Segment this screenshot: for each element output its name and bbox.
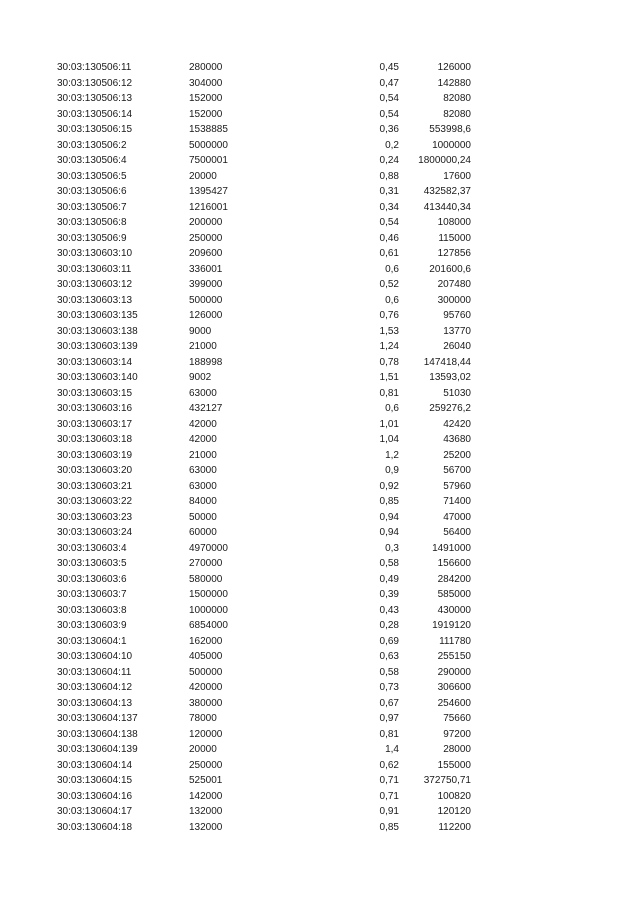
table-row (0, 432, 640, 448)
table-row (0, 386, 640, 402)
coefficient-cell: 0,62 (379, 759, 399, 771)
coefficient-cell: 0,47 (379, 77, 399, 89)
table-row (0, 277, 640, 293)
amount-cell: 209600 (189, 248, 223, 259)
result-cell: 413440,34 (423, 201, 471, 213)
coefficient-cell: 0,52 (379, 279, 399, 290)
result-cell: 13770 (443, 325, 471, 337)
result-cell: 47000 (443, 511, 471, 523)
amount-cell: 399000 (189, 279, 223, 290)
result-cell: 120120 (437, 806, 471, 817)
amount-cell: 420000 (189, 682, 223, 693)
result-cell: 127856 (437, 248, 471, 259)
table-row (0, 727, 640, 743)
amount-cell: 1500000 (189, 589, 228, 600)
cadastral-number-cell: 30:03:130604:18 (57, 821, 133, 833)
amount-cell: 9002 (189, 372, 212, 383)
amount-cell: 9000 (189, 325, 212, 337)
amount-cell: 1395427 (189, 186, 228, 197)
amount-cell: 132000 (189, 821, 223, 833)
cadastral-number-cell: 30:03:130603:135 (57, 310, 138, 321)
cadastral-number-cell: 30:03:130603:20 (57, 465, 133, 476)
amount-cell: 500000 (189, 666, 223, 678)
amount-cell: 250000 (189, 759, 223, 771)
result-cell: 42420 (443, 418, 471, 430)
cadastral-number-cell: 30:03:130603:139 (57, 341, 138, 352)
result-cell: 1919120 (432, 620, 471, 631)
amount-cell: 162000 (189, 635, 223, 647)
amount-cell: 63000 (189, 480, 217, 492)
table-row (0, 556, 640, 572)
coefficient-cell: 0,43 (379, 604, 399, 616)
amount-cell: 270000 (189, 558, 223, 569)
table-row (0, 711, 640, 727)
result-cell: 259276,2 (429, 403, 471, 414)
cadastral-number-cell: 30:03:130603:5 (57, 558, 127, 569)
table-row (0, 665, 640, 681)
result-cell: 126000 (437, 62, 471, 73)
amount-cell: 336001 (189, 263, 223, 275)
cadastral-number-cell: 30:03:130506:6 (57, 186, 127, 197)
cadastral-number-cell: 30:03:130506:12 (57, 77, 133, 89)
cadastral-number-cell: 30:03:130604:16 (57, 790, 133, 802)
cadastral-number-cell: 30:03:130506:9 (57, 232, 127, 244)
result-cell: 585000 (437, 589, 471, 600)
coefficient-cell: 0,31 (379, 186, 399, 197)
coefficient-cell: 0,54 (379, 217, 399, 228)
table-row (0, 370, 640, 386)
coefficient-cell: 0,94 (379, 511, 399, 523)
coefficient-cell: 1,01 (379, 418, 399, 430)
cadastral-number-cell: 30:03:130603:21 (57, 480, 133, 492)
amount-cell: 120000 (189, 728, 223, 740)
table-row (0, 463, 640, 479)
cadastral-number-cell: 30:03:130604:11 (57, 666, 132, 678)
amount-cell: 84000 (189, 496, 217, 507)
cadastral-number-cell: 30:03:130603:140 (57, 372, 138, 383)
coefficient-cell: 1,24 (379, 341, 399, 352)
table-row (0, 324, 640, 340)
coefficient-cell: 0,2 (385, 139, 399, 151)
coefficient-cell: 0,88 (379, 170, 399, 182)
table-row (0, 200, 640, 216)
cadastral-number-cell: 30:03:130603:4 (57, 542, 127, 554)
result-cell: 95760 (443, 310, 471, 321)
cadastral-number-cell: 30:03:130603:9 (57, 620, 127, 631)
amount-cell: 250000 (189, 232, 223, 244)
table-row (0, 122, 640, 138)
result-cell: 254600 (437, 697, 471, 709)
table-row (0, 494, 640, 510)
result-cell: 201600,6 (429, 263, 471, 275)
table-row (0, 696, 640, 712)
table-row (0, 680, 640, 696)
result-cell: 155000 (437, 759, 471, 771)
amount-cell: 21000 (189, 341, 217, 352)
coefficient-cell: 0,58 (379, 666, 399, 678)
table-row (0, 138, 640, 154)
coefficient-cell: 0,36 (379, 124, 399, 135)
cadastral-number-cell: 30:03:130506:13 (57, 93, 133, 104)
coefficient-cell: 0,81 (379, 387, 399, 399)
cadastral-number-cell: 30:03:130604:14 (57, 759, 133, 771)
result-cell: 430000 (437, 604, 471, 616)
amount-cell: 188998 (189, 356, 223, 368)
amount-cell: 4970000 (189, 542, 228, 554)
cadastral-number-cell: 30:03:130603:8 (57, 604, 127, 616)
amount-cell: 525001 (189, 775, 223, 786)
amount-cell: 20000 (189, 744, 217, 755)
table-row (0, 603, 640, 619)
result-cell: 553998,6 (429, 124, 471, 135)
coefficient-cell: 0,91 (379, 806, 399, 817)
table-row (0, 246, 640, 262)
coefficient-cell: 0,71 (379, 775, 399, 786)
cadastral-number-cell: 30:03:130603:17 (57, 418, 133, 430)
coefficient-cell: 0,94 (379, 527, 399, 538)
result-cell: 284200 (437, 573, 471, 585)
amount-cell: 6854000 (189, 620, 228, 631)
cadastral-number-cell: 30:03:130604:137 (57, 713, 138, 724)
coefficient-cell: 0,97 (379, 713, 399, 724)
result-cell: 142880 (437, 77, 471, 89)
coefficient-cell: 0,49 (379, 573, 399, 585)
table-row (0, 91, 640, 107)
table-row (0, 215, 640, 231)
result-cell: 432582,37 (423, 186, 471, 197)
cadastral-number-cell: 30:03:130506:4 (57, 155, 127, 166)
coefficient-cell: 0,63 (379, 651, 399, 662)
cadastral-number-cell: 30:03:130506:2 (57, 139, 127, 151)
coefficient-cell: 0,45 (379, 62, 399, 73)
coefficient-cell: 0,85 (379, 496, 399, 507)
coefficient-cell: 1,2 (385, 449, 399, 461)
cadastral-number-cell: 30:03:130604:1 (57, 635, 127, 647)
table-row (0, 417, 640, 433)
amount-cell: 20000 (189, 170, 217, 182)
result-cell: 100820 (437, 790, 471, 802)
coefficient-cell: 0,6 (385, 263, 399, 275)
coefficient-cell: 0,85 (379, 821, 399, 833)
result-cell: 290000 (437, 666, 471, 678)
table-row (0, 541, 640, 557)
result-cell: 17600 (443, 170, 471, 182)
table-row (0, 758, 640, 774)
result-cell: 25200 (443, 449, 471, 461)
result-cell: 108000 (437, 217, 471, 228)
amount-cell: 432127 (189, 403, 223, 414)
amount-cell: 132000 (189, 806, 223, 817)
result-cell: 300000 (437, 294, 471, 306)
result-cell: 75660 (443, 713, 471, 724)
coefficient-cell: 1,53 (379, 325, 399, 337)
result-cell: 56400 (443, 527, 471, 538)
result-cell: 1000000 (432, 139, 471, 151)
cadastral-number-cell: 30:03:130603:18 (57, 434, 133, 445)
data-table (0, 60, 640, 835)
table-row (0, 262, 640, 278)
coefficient-cell: 0,46 (379, 232, 399, 244)
cadastral-number-cell: 30:03:130603:19 (57, 449, 133, 461)
table-row (0, 355, 640, 371)
result-cell: 372750,71 (423, 775, 471, 786)
coefficient-cell: 0,76 (379, 310, 399, 321)
table-row (0, 308, 640, 324)
result-cell: 43680 (443, 434, 471, 445)
result-cell: 26040 (443, 341, 471, 352)
cadastral-number-cell: 30:03:130506:15 (57, 124, 133, 135)
cadastral-number-cell: 30:03:130603:11 (57, 263, 132, 275)
result-cell: 1800000,24 (418, 155, 471, 166)
coefficient-cell: 0,81 (379, 728, 399, 740)
table-row (0, 587, 640, 603)
cadastral-number-cell: 30:03:130603:12 (57, 279, 133, 290)
result-cell: 51030 (443, 387, 471, 399)
cadastral-number-cell: 30:03:130506:14 (57, 108, 133, 120)
amount-cell: 1538885 (189, 124, 228, 135)
amount-cell: 200000 (189, 217, 223, 228)
result-cell: 97200 (443, 728, 471, 740)
table-row (0, 76, 640, 92)
coefficient-cell: 0,28 (379, 620, 399, 631)
amount-cell: 60000 (189, 527, 217, 538)
table-row (0, 60, 640, 76)
amount-cell: 142000 (189, 790, 223, 802)
result-cell: 82080 (443, 108, 471, 120)
table-row (0, 479, 640, 495)
result-cell: 112200 (438, 821, 471, 833)
coefficient-cell: 0,54 (379, 93, 399, 104)
amount-cell: 152000 (189, 108, 223, 120)
coefficient-cell: 1,4 (385, 744, 399, 755)
cadastral-number-cell: 30:03:130603:14 (57, 356, 133, 368)
amount-cell: 405000 (189, 651, 223, 662)
coefficient-cell: 0,54 (379, 108, 399, 120)
cadastral-number-cell: 30:03:130603:15 (57, 387, 133, 399)
amount-cell: 126000 (189, 310, 223, 321)
coefficient-cell: 1,04 (379, 434, 399, 445)
result-cell: 147418,44 (423, 356, 471, 368)
amount-cell: 42000 (189, 434, 217, 445)
table-row (0, 804, 640, 820)
result-cell: 13593,02 (429, 372, 471, 383)
coefficient-cell: 0,92 (379, 480, 399, 492)
coefficient-cell: 0,61 (379, 248, 399, 259)
coefficient-cell: 0,67 (379, 697, 399, 709)
coefficient-cell: 0,6 (385, 294, 399, 306)
table-row (0, 107, 640, 123)
coefficient-cell: 1,51 (379, 372, 399, 383)
result-cell: 207480 (437, 279, 471, 290)
result-cell: 82080 (443, 93, 471, 104)
table-row (0, 649, 640, 665)
cadastral-number-cell: 30:03:130604:138 (57, 728, 138, 740)
cadastral-number-cell: 30:03:130604:15 (57, 775, 133, 786)
coefficient-cell: 0,3 (385, 542, 399, 554)
cadastral-number-cell: 30:03:130603:10 (57, 248, 133, 259)
amount-cell: 280000 (189, 62, 223, 73)
table-row (0, 184, 640, 200)
table-row (0, 448, 640, 464)
table-row (0, 634, 640, 650)
table-row (0, 742, 640, 758)
table-row (0, 525, 640, 541)
amount-cell: 580000 (189, 573, 223, 585)
cadastral-number-cell: 30:03:130604:13 (57, 697, 133, 709)
result-cell: 111780 (439, 635, 471, 647)
table-row (0, 401, 640, 417)
cadastral-number-cell: 30:03:130603:16 (57, 403, 133, 414)
table-row (0, 789, 640, 805)
cadastral-number-cell: 30:03:130603:24 (57, 527, 133, 538)
table-row (0, 153, 640, 169)
coefficient-cell: 0,24 (379, 155, 399, 166)
coefficient-cell: 0,71 (379, 790, 399, 802)
result-cell: 71400 (443, 496, 471, 507)
cadastral-number-cell: 30:03:130604:139 (57, 744, 138, 755)
cadastral-number-cell: 30:03:130603:6 (57, 573, 127, 585)
amount-cell: 63000 (189, 465, 217, 476)
coefficient-cell: 0,9 (385, 465, 399, 476)
amount-cell: 7500001 (189, 155, 228, 166)
table-row (0, 293, 640, 309)
result-cell: 56700 (443, 465, 471, 476)
cadastral-number-cell: 30:03:130604:17 (57, 806, 133, 817)
result-cell: 255150 (437, 651, 471, 662)
cadastral-number-cell: 30:03:130604:12 (57, 682, 133, 693)
table-row (0, 820, 640, 836)
cadastral-number-cell: 30:03:130603:22 (57, 496, 133, 507)
amount-cell: 63000 (189, 387, 217, 399)
result-cell: 306600 (437, 682, 471, 693)
table-row (0, 510, 640, 526)
table-row (0, 773, 640, 789)
cadastral-number-cell: 30:03:130603:7 (57, 589, 127, 600)
coefficient-cell: 0,69 (379, 635, 399, 647)
amount-cell: 500000 (189, 294, 223, 306)
cadastral-number-cell: 30:03:130603:13 (57, 294, 133, 306)
coefficient-cell: 0,78 (379, 356, 399, 368)
table-row (0, 618, 640, 634)
coefficient-cell: 0,39 (379, 589, 399, 600)
cadastral-number-cell: 30:03:130604:10 (57, 651, 133, 662)
amount-cell: 5000000 (189, 139, 228, 151)
cadastral-number-cell: 30:03:130506:11 (57, 62, 132, 73)
amount-cell: 21000 (189, 449, 217, 461)
table-row (0, 231, 640, 247)
amount-cell: 50000 (189, 511, 217, 523)
amount-cell: 78000 (189, 713, 217, 724)
amount-cell: 1216001 (189, 201, 228, 213)
table-row (0, 169, 640, 185)
coefficient-cell: 0,34 (379, 201, 399, 213)
amount-cell: 42000 (189, 418, 217, 430)
cadastral-number-cell: 30:03:130506:8 (57, 217, 127, 228)
result-cell: 57960 (443, 480, 471, 492)
coefficient-cell: 0,58 (379, 558, 399, 569)
result-cell: 156600 (437, 558, 471, 569)
coefficient-cell: 0,6 (385, 403, 399, 414)
coefficient-cell: 0,73 (379, 682, 399, 693)
result-cell: 1491000 (432, 542, 471, 554)
amount-cell: 380000 (189, 697, 223, 709)
table-row (0, 339, 640, 355)
amount-cell: 304000 (189, 77, 223, 89)
cadastral-number-cell: 30:03:130506:7 (57, 201, 127, 213)
result-cell: 28000 (443, 744, 471, 755)
cadastral-number-cell: 30:03:130603:23 (57, 511, 133, 523)
result-cell: 115000 (438, 232, 471, 244)
cadastral-number-cell: 30:03:130603:138 (57, 325, 138, 337)
amount-cell: 152000 (189, 93, 223, 104)
table-row (0, 572, 640, 588)
cadastral-number-cell: 30:03:130506:5 (57, 170, 127, 182)
amount-cell: 1000000 (189, 604, 228, 616)
